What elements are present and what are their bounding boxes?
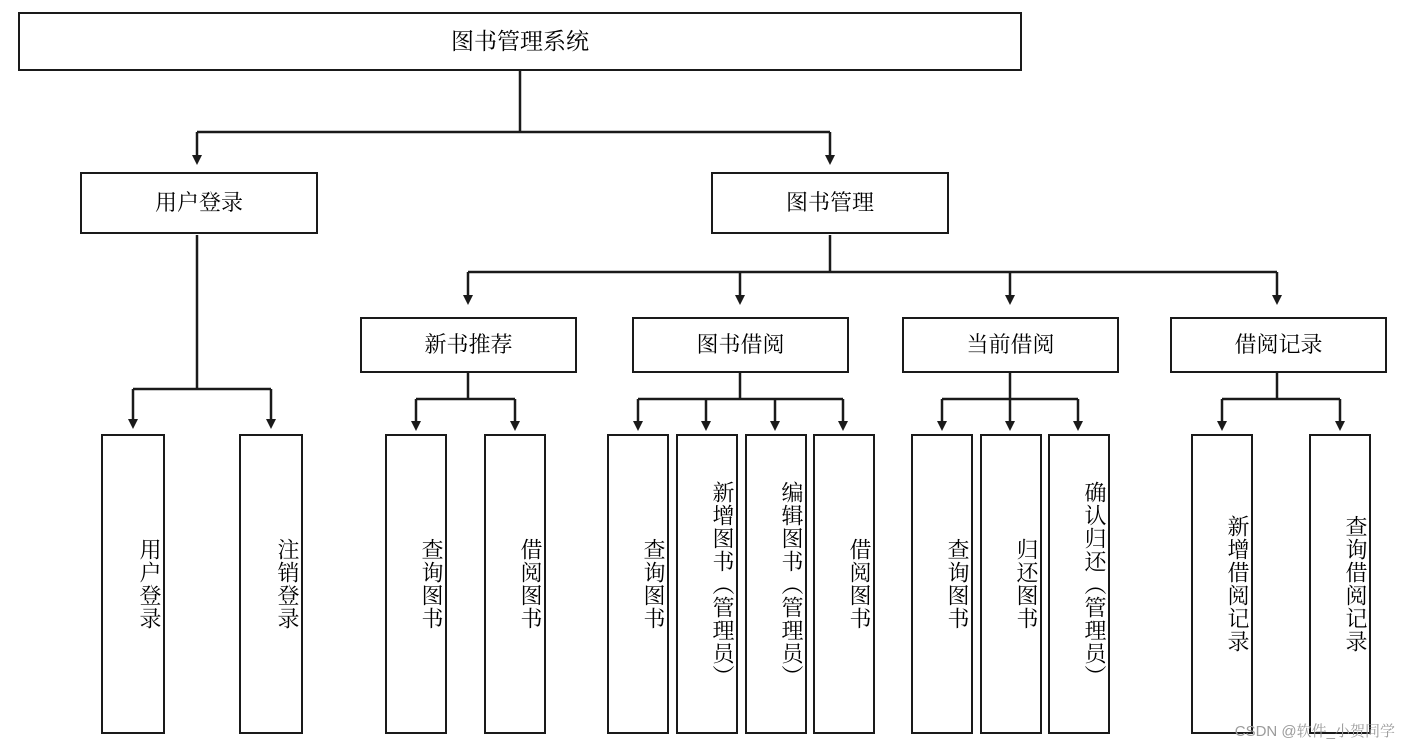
leaf-user-login[interactable] (101, 434, 165, 734)
node-borrow-records-label: 借阅记录 (1234, 332, 1323, 358)
watermark: CSDN @软件_小贺同学 (1234, 723, 1395, 740)
leaf-record-add-label: 新增借阅记录 (1225, 515, 1250, 653)
leaf-current-query-label: 查询图书 (945, 538, 970, 630)
leaf-current-confirm-return[interactable] (1048, 434, 1110, 734)
node-book-borrow-label: 图书借阅 (696, 332, 785, 358)
node-new-book-recommend[interactable] (360, 317, 577, 373)
leaf-borrow-edit-book-label: 编辑图书（管理员） (779, 480, 804, 688)
leaf-current-return-label: 归还图书 (1014, 538, 1039, 630)
node-user-login-label: 用户登录 (154, 190, 243, 216)
node-book-management[interactable] (711, 172, 949, 234)
leaf-borrow-query-label: 查询图书 (641, 538, 666, 630)
node-book-management-label: 图书管理 (785, 190, 874, 216)
leaf-borrow-book[interactable] (813, 434, 875, 734)
node-root-label: 图书管理系统 (451, 28, 589, 55)
leaf-record-query-label: 查询借阅记录 (1343, 515, 1368, 653)
leaf-borrow-book-label: 借阅图书 (847, 538, 872, 630)
leaf-new-book-borrow[interactable] (484, 434, 546, 734)
leaf-logout[interactable] (239, 434, 303, 734)
leaf-user-login-label: 用户登录 (137, 538, 162, 630)
leaf-record-add[interactable] (1191, 434, 1253, 734)
node-user-login[interactable] (80, 172, 318, 234)
leaf-new-book-borrow-label: 借阅图书 (518, 538, 543, 630)
leaf-borrow-edit-book[interactable] (745, 434, 807, 734)
node-borrow-records[interactable] (1170, 317, 1387, 373)
leaf-current-confirm-return-label: 确认归还（管理员） (1082, 480, 1107, 688)
node-root[interactable] (18, 12, 1022, 71)
leaf-borrow-query[interactable] (607, 434, 669, 734)
leaf-new-book-query-label: 查询图书 (419, 538, 444, 630)
node-book-borrow[interactable] (632, 317, 849, 373)
leaf-borrow-add-book-label: 新增图书（管理员） (710, 480, 735, 688)
leaf-borrow-add-book[interactable] (676, 434, 738, 734)
leaf-record-query[interactable] (1309, 434, 1371, 734)
leaf-current-query[interactable] (911, 434, 973, 734)
leaf-new-book-query[interactable] (385, 434, 447, 734)
node-current-borrow-label: 当前借阅 (966, 332, 1055, 358)
leaf-logout-label: 注销登录 (275, 538, 300, 630)
leaf-current-return[interactable] (980, 434, 1042, 734)
node-current-borrow[interactable] (902, 317, 1119, 373)
node-new-book-recommend-label: 新书推荐 (424, 332, 513, 358)
